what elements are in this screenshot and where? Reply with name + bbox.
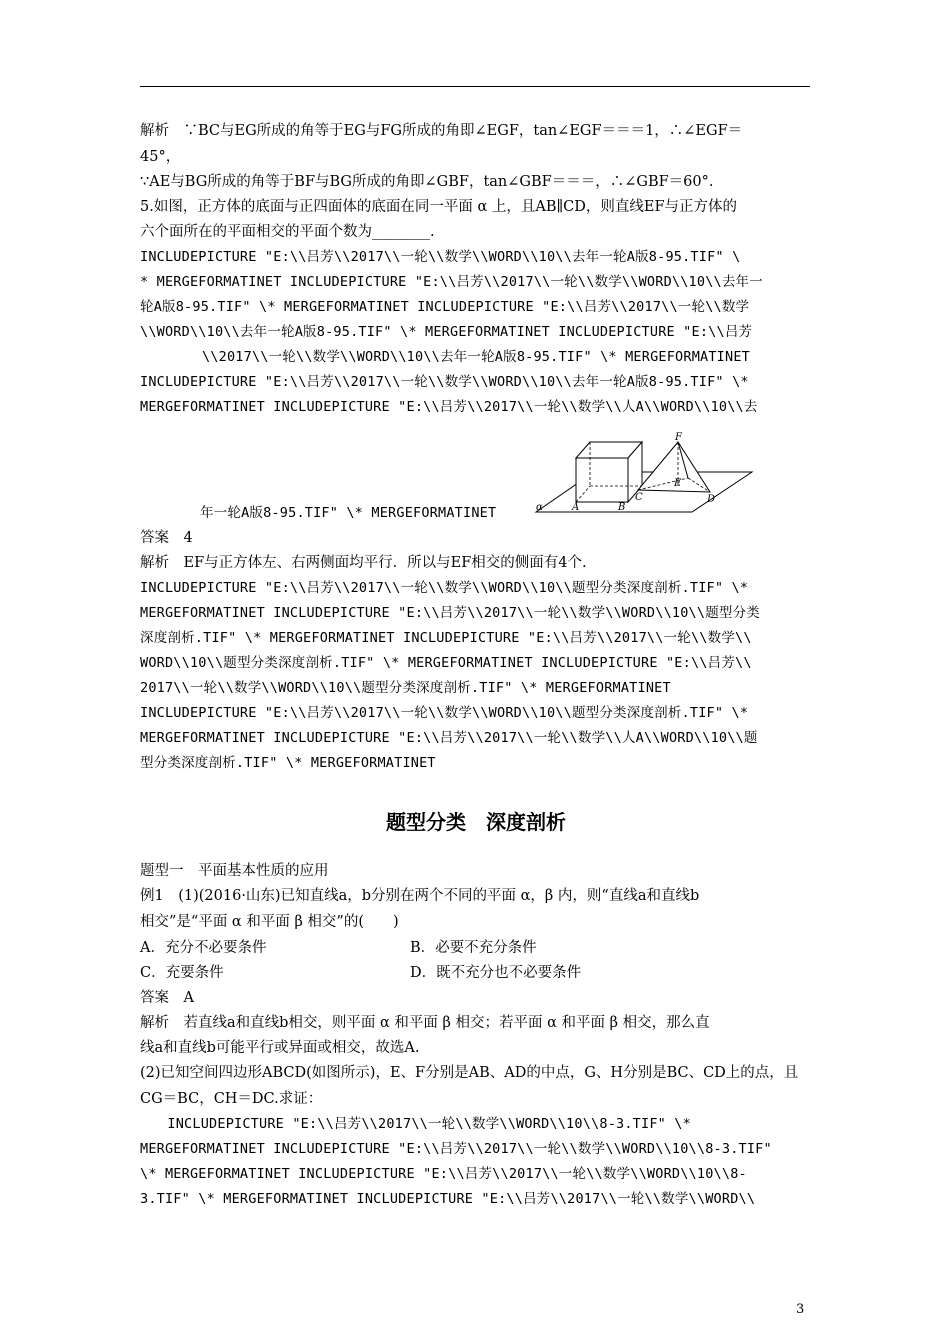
analysis-line: 解析 EF与正方体左、右两侧面均平行．所以与EF相交的侧面有4个. bbox=[140, 555, 587, 571]
answer-line: 答案 4 bbox=[140, 530, 193, 546]
option-c: C．充要条件 bbox=[140, 965, 224, 981]
text-line: 45°， bbox=[140, 149, 181, 165]
text-line: 解析 ∵BC与EG所成的角等于EG与FG所成的角即∠EGF，tan∠EGF＝＝＝1，∴∠EGF＝ bbox=[140, 123, 743, 139]
field-code-line: 2017\\一轮\\数学\\WORD\\10\\题型分类深度剖析.TIF" \* MERGEFORMATINET bbox=[140, 680, 671, 696]
field-code-line: \\2017\\一轮\\数学\\WORD\\10\\去年一轮A版8-95.TIF" \* MERGEFORMATINET bbox=[201, 349, 750, 365]
field-code-line: * MERGEFORMATINET INCLUDEPICTURE "E:\\吕芳\\2017\\一轮\\数学\\WORD\\10\\去年一 bbox=[140, 274, 763, 290]
text-line: (2)已知空间四边形ABCD(如图所示)，E、F分别是AB、AD的中点，G、H分别是BC、CD上的点，且 bbox=[140, 1065, 799, 1081]
field-code-line: INCLUDEPICTURE "E:\\吕芳\\2017\\一轮\\数学\\WORD\\10\\8-3.TIF" \* bbox=[140, 1116, 691, 1132]
figure-label: A bbox=[572, 502, 580, 513]
field-code-line: MERGEFORMATINET INCLUDEPICTURE "E:\\吕芳\\2017\\一轮\\数学\\WORD\\10\\题型分类 bbox=[140, 605, 761, 621]
field-code-line: \\WORD\\10\\去年一轮A版8-95.TIF" \* MERGEFORMATINET INCLUDEPICTURE "E:\\吕芳 bbox=[140, 324, 753, 340]
field-code-line: MERGEFORMATINET INCLUDEPICTURE "E:\\吕芳\\2017\\一轮\\数学\\WORD\\10\\8-3.TIF" bbox=[140, 1141, 772, 1157]
field-code-line: INCLUDEPICTURE "E:\\吕芳\\2017\\一轮\\数学\\WORD\\10\\去年一轮A版8-95.TIF" \ bbox=[140, 249, 741, 265]
figure-label: C bbox=[635, 492, 643, 503]
field-code-line: MERGEFORMATINET INCLUDEPICTURE "E:\\吕芳\\2017\\一轮\\数学\\人A\\WORD\\10\\题 bbox=[140, 730, 758, 746]
page-number: 3 bbox=[796, 1302, 805, 1317]
figure-label: α bbox=[536, 502, 543, 513]
figure-label: D bbox=[707, 494, 716, 505]
field-code-line: INCLUDEPICTURE "E:\\吕芳\\2017\\一轮\\数学\\WORD\\10\\题型分类深度剖析.TIF" \* bbox=[140, 580, 749, 596]
text-line: CG＝BC，CH＝DC.求证： bbox=[140, 1091, 323, 1107]
text-line: 相交”是“平面 α 和平面 β 相交”的( ) bbox=[140, 914, 399, 930]
field-code-line: INCLUDEPICTURE "E:\\吕芳\\2017\\一轮\\数学\\WORD\\10\\题型分类深度剖析.TIF" \* bbox=[140, 705, 749, 721]
text-line: 六个面所在的平面相交的平面个数为________. bbox=[140, 224, 435, 240]
header-rule bbox=[140, 86, 810, 87]
field-code-line: 年一轮A版8-95.TIF" \* MERGEFORMATINET bbox=[200, 505, 497, 521]
analysis-line: 解析 若直线a和直线b相交，则平面 α 和平面 β 相交；若平面 α 和平面 β 相交，那么直 bbox=[140, 1015, 710, 1031]
field-code-line: INCLUDEPICTURE "E:\\吕芳\\2017\\一轮\\数学\\WORD\\10\\去年一轮A版8-95.TIF" \* bbox=[140, 374, 749, 390]
analysis-line: 线a和直线b可能平行或异面或相交，故选A. bbox=[140, 1040, 420, 1056]
cube-tetrahedron-figure bbox=[532, 430, 758, 516]
field-code-line: \* MERGEFORMATINET INCLUDEPICTURE "E:\\吕芳\\2017\\一轮\\数学\\WORD\\10\\8- bbox=[140, 1166, 747, 1182]
field-code-line: MERGEFORMATINET INCLUDEPICTURE "E:\\吕芳\\2017\\一轮\\数学\\人A\\WORD\\10\\去 bbox=[140, 399, 758, 415]
text-line: 例1 (1)(2016·山东)已知直线a，b分别在两个不同的平面 α，β 内，则“直线a和直线b bbox=[140, 888, 700, 904]
option-row bbox=[140, 936, 812, 961]
field-code-line: 轮A版8-95.TIF" \* MERGEFORMATINET INCLUDEPICTURE "E:\\吕芳\\2017\\一轮\\数学 bbox=[140, 299, 750, 315]
option-d: D．既不充分也不必要条件 bbox=[410, 965, 582, 981]
option-a: A．充分不必要条件 bbox=[140, 940, 267, 956]
option-b: B．必要不充分条件 bbox=[410, 940, 537, 956]
text-line: ∵AE与BG所成的角等于BF与BG所成的角即∠GBF，tan∠GBF＝＝＝，∴∠GBF＝60°. bbox=[140, 174, 714, 190]
section-title: 题型分类 深度剖析 bbox=[386, 810, 566, 834]
answer-line: 答案 A bbox=[140, 990, 194, 1006]
field-code-line: WORD\\10\\题型分类深度剖析.TIF" \* MERGEFORMATINET INCLUDEPICTURE "E:\\吕芳\\ bbox=[140, 655, 752, 671]
figure-label: B bbox=[618, 502, 626, 513]
figure-label: E bbox=[674, 478, 682, 489]
field-code-line: 3.TIF" \* MERGEFORMATINET INCLUDEPICTURE "E:\\吕芳\\2017\\一轮\\数学\\WORD\\ bbox=[140, 1191, 756, 1207]
option-row bbox=[140, 961, 812, 986]
field-code-line: 深度剖析.TIF" \* MERGEFORMATINET INCLUDEPICTURE "E:\\吕芳\\2017\\一轮\\数学\\ bbox=[140, 630, 752, 646]
topic-heading: 题型一 平面基本性质的应用 bbox=[140, 863, 329, 879]
text-line: 5.如图，正方体的底面与正四面体的底面在同一平面 α 上，且AB∥CD，则直线EF与正方体的 bbox=[140, 199, 738, 215]
field-code-line: 型分类深度剖析.TIF" \* MERGEFORMATINET bbox=[140, 755, 436, 771]
figure-label: F bbox=[675, 432, 682, 443]
